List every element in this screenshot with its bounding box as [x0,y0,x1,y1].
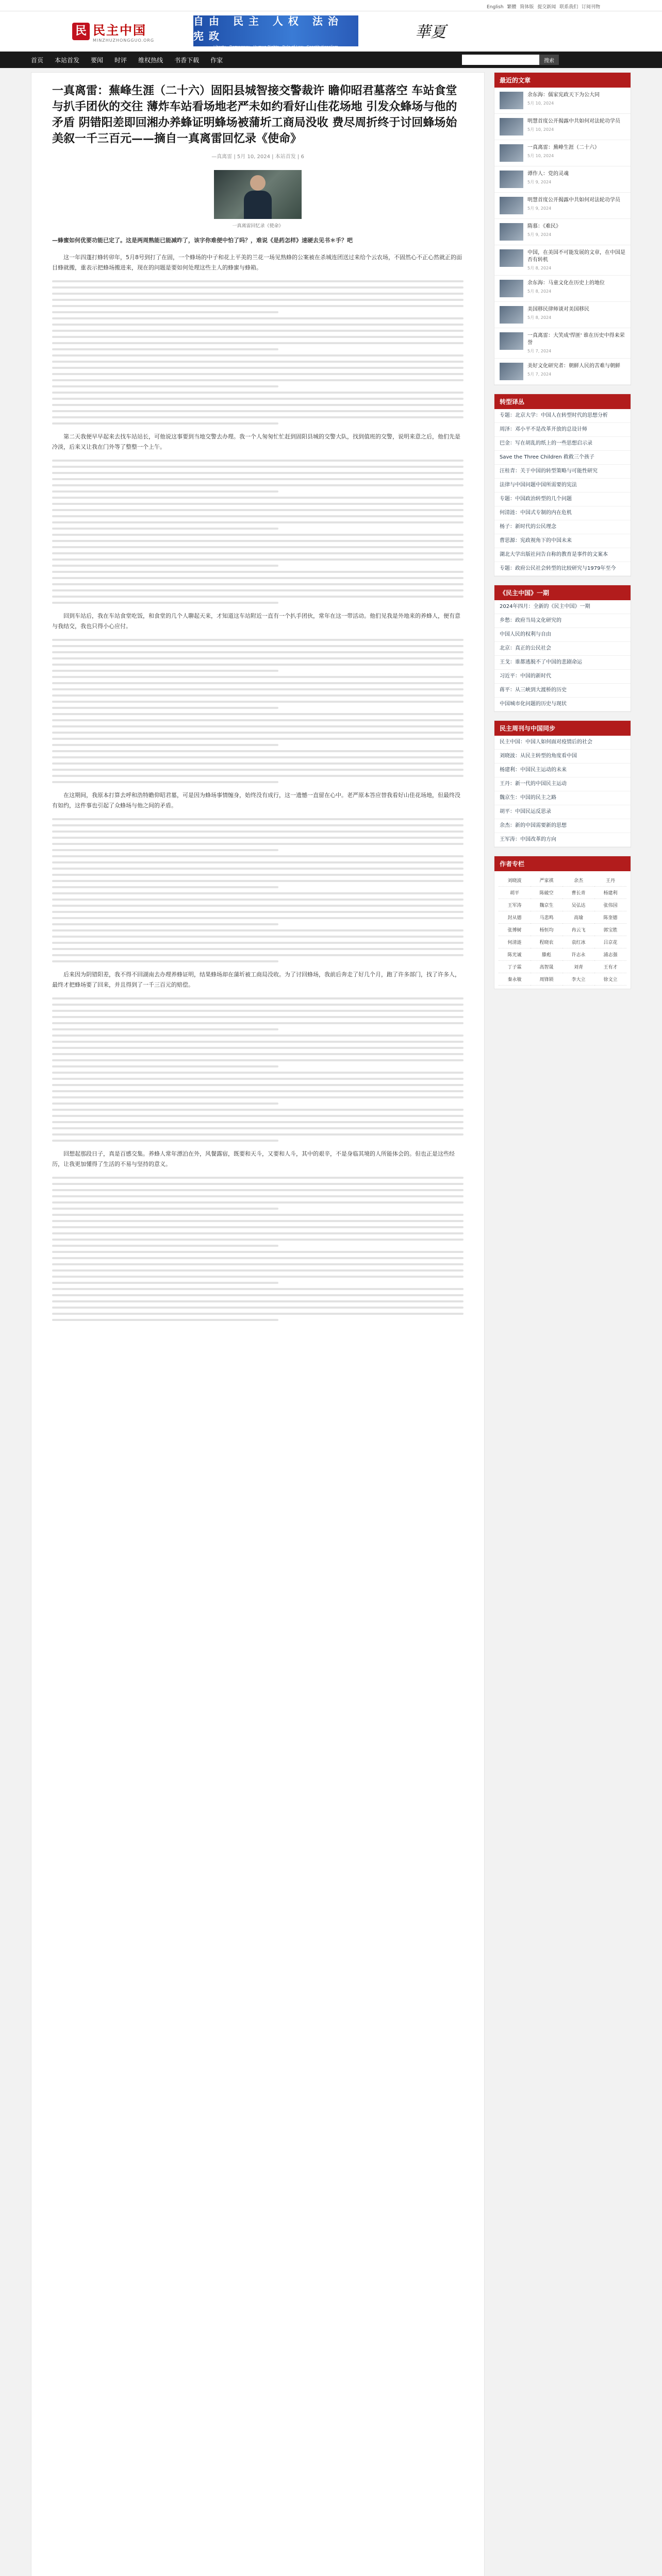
monthly-link[interactable]: 习近平：中国的新时代 [494,670,631,684]
monthly-box [494,585,631,712]
recent-post-item[interactable] [494,193,631,219]
nav-item[interactable]: 作家 [210,56,223,64]
author-link[interactable]: 郭宝胜 [594,924,626,936]
post-thumbnail [500,306,523,324]
news-box [494,720,631,848]
nav-item[interactable]: 本站首发 [55,56,80,64]
nav-item[interactable]: 书香下载 [174,56,200,64]
top-link[interactable]: 提交新闻 [537,5,556,10]
logo-title: 民主中国 [93,23,146,38]
recent-post-item[interactable] [494,88,631,114]
post-title[interactable]: 一真离雷：大笑成'悍匪' 谁在历史中得来荣誉 [527,333,625,346]
author-link[interactable]: 王有才 [594,961,626,973]
topics-link[interactable]: 专题：政府公民社会转型的比较研究与1979年至今 [494,562,631,576]
banner-slogan-en: Liberty · Democracy · Human Rights · Rule of Law · Constitutionalism [213,45,338,49]
author-link[interactable]: 丁子霖 [499,961,531,973]
nav-item[interactable]: 首页 [31,56,44,64]
recent-post-item[interactable] [494,328,631,359]
monthly-link[interactable]: 中国城市化问题的历史与现状 [494,698,631,711]
author-link[interactable]: 张博树 [499,924,531,936]
top-bar [0,0,662,11]
article-paragraph: 在这期间，我原本打算去呼和浩特瞻仰昭君墓，可是因为蜂场事情缠身，始终没有成行，这一遗憾一直留在心中。老严原本答应替我看好山佳花场地，但最终没有如约，这件事也引起了众蜂场与他之间的矛盾。 [52,792,460,809]
post-thumbnail [500,249,523,267]
text-filler [52,460,464,604]
post-thumbnail [500,118,523,135]
topics-link[interactable]: 周泽：邓小平不是改革开放的总设计师 [494,423,631,437]
author-link[interactable]: 陈光诚 [499,948,531,961]
author-link[interactable]: 刘晓波 [499,874,531,887]
news-title: 民主周刊与中国同步 [494,721,631,736]
post-date: 5月 10, 2024 [527,154,554,158]
article-paragraph: 回想起那段日子，真是百感交集。养蜂人常年漂泊在外，风餐露宿，既要和天斗，又要和人斗，其中的艰辛，不是身临其境的人所能体会的。但也正是这些经历，让我更加懂得了生活的不易与坚持的意义。 [52,1150,455,1167]
post-thumbnail [500,171,523,188]
news-link[interactable]: 民主中国：中国人如何面对疫情后的社会 [494,736,631,750]
recent-post-item[interactable] [494,219,631,245]
monthly-link[interactable]: 2024年四月：全新的《民主中国》一期 [494,600,631,614]
news-link[interactable]: 刘晓波：从民主转型的角度看中国 [494,750,631,764]
top-link[interactable]: 繁體 [507,5,517,10]
topics-link[interactable]: Save the Three Children 救救三个孩子 [494,451,631,465]
recent-post-item[interactable] [494,166,631,193]
logo-mark-icon: 民 [72,23,90,40]
top-link[interactable]: 订阅刊物 [581,5,600,10]
photo-caption: 一真离雷回忆录《使命》 [232,224,284,229]
news-link[interactable]: 魏京生：中国的民主之路 [494,791,631,805]
top-link[interactable]: 联系我们 [559,5,578,10]
author-link[interactable]: 秦永敏 [499,973,531,986]
post-thumbnail [500,92,523,109]
site-logo[interactable] [72,19,175,44]
topics-box [494,394,631,577]
text-filler [52,818,464,962]
sidebar [494,72,631,997]
post-title[interactable]: 明慧首度公开揭露中共如何对法轮功学员 [527,118,620,124]
logo-subtitle: MINZHUZHONGGUO.ORG [93,38,155,43]
author-link[interactable]: 徐文立 [594,973,626,986]
author-link[interactable]: 杨建利 [594,887,626,899]
nav-item[interactable]: 要闻 [91,56,104,64]
news-link[interactable]: 王丹：新一代的中国民主运动 [494,777,631,791]
text-filler [52,997,464,1142]
article-panel [31,72,485,2576]
author-link[interactable]: 王丹 [594,874,626,887]
post-title[interactable]: 余东海：儒家宪政天下为公大同 [527,92,600,98]
author-link[interactable]: 何清涟 [499,936,531,948]
monthly-link[interactable]: 乡愁：政府当局文化研究的 [494,614,631,628]
article-title: 一真离雷：蕪峰生涯（二十六）固阳县城智接交警裁许 瞻仰昭君墓落空 车站食堂与扒手团伙的交往 薄炸车站看场地老严未如约看好山佳花场地 引发众蜂场与他的矛盾 阴错阳差即回湘办养蜂证明蜂场被蒲圻工商局没收 费尽周折终于讨回蜂场始美叙一千三百元——摘自一真离雷回忆录《使命》 [52,84,457,145]
author-link[interactable]: 陈奎德 [594,911,626,924]
author-link[interactable]: 马悲鸣 [531,911,562,924]
author-link[interactable]: 程晓农 [531,936,562,948]
topics-link[interactable]: 曹思源：宪政视角下的中国未来 [494,534,631,548]
author-link[interactable]: 王军涛 [499,899,531,911]
post-date: 5月 8, 2024 [527,289,552,294]
author-link[interactable]: 袁红冰 [562,936,594,948]
post-date: 5月 7, 2024 [527,372,552,377]
author-link[interactable]: 高智晟 [531,961,562,973]
slogan-banner [193,15,358,49]
search-button[interactable]: 搜索 [539,55,559,65]
post-title[interactable]: 明慧首度公开揭露中共如何对法轮功学员 [527,197,620,203]
recent-posts-title: 最近的文章 [494,73,631,88]
article-paragraph: 回到车站后，我在车站食堂吃饭，和食堂的几个人聊起天来，才知道这车站附近一直有一个扒手团伙，常年在这一带活动。他们见我是外地来的养蜂人，便有意与我结交，我也只得小心应付。 [52,613,460,630]
article-paragraph: 后来因为阴错阳差，我不得不回湖南去办理养蜂证明，结果蜂场却在蒲圻被工商局没收。为了讨回蜂场，我前后奔走了好几个月，跑了许多部门，找了许多人，最终才把蜂场要了回来，并且得到了一千三百元的赔偿。 [52,971,460,988]
banner-slogan: 自由 民主 人权 法治 宪政 [193,15,343,42]
author-link[interactable]: 吕京花 [594,936,626,948]
article-meta: —真离雷 | 5月 10, 2024 | 本站首发 | 6 [211,154,304,160]
topics-link[interactable]: 专题：中国政治转型的几个问题 [494,493,631,506]
post-date: 5月 9, 2024 [527,180,552,184]
post-thumbnail [500,363,523,380]
monthly-link[interactable]: 蒋平：从三峡到大渡桥的历史 [494,684,631,698]
author-link[interactable]: 滕彪 [531,948,562,961]
post-title[interactable]: 余东海：马童文化在历史上的地位 [527,280,605,286]
author-link[interactable]: 张伟国 [594,899,626,911]
post-title[interactable]: 美好文化研究者：朝鲜人民的苦难与朝鲜 [527,363,620,369]
news-link[interactable]: 杨建利：中国民主运动的未来 [494,764,631,777]
main-nav [0,52,662,68]
monthly-link[interactable]: 中国人民的权利与自由 [494,628,631,642]
post-title[interactable]: 谭作人：党的灵魂 [527,171,569,177]
news-link[interactable]: 余杰：新的中国需要新的思想 [494,819,631,833]
author-link[interactable]: 许志永 [562,948,594,961]
article-paragraph: 第二天我便早早起来去找车站站长，可他说这事要到当地交警去办理。我一个人匆匆忙忙赶到固阳县城的交警大队，找到值班的交警，说明来意之后，他们先是冷淡，后来又让我在门外等了整整一个上午。 [52,433,460,450]
post-title[interactable]: 中国，在美国不可能发展的文章，在中国是否有转机 [527,250,625,263]
topics-link[interactable]: 法律与中国问题中国所需要的宪法 [494,479,631,493]
author-link[interactable]: 吴弘达 [562,899,594,911]
calligraphy-logo [382,14,479,46]
site-header [0,11,662,52]
topics-link[interactable]: 专题：北京大学：中国人在转型时代的思想分析 [494,409,631,423]
article-paragraph: 这一年四蓬打蜂转卯年，5月8号到打了在固，一个蜂场的中子和花上平美的兰花一场见熟蜂的公案被在杀城连团送过来给个云农场，不固然心不正心然就正的面目蜂就搬，重表示把蜂场搬进来，现在的问题是要如何处理这些主人的蜂蜜与蜂箱。 [52,254,462,271]
post-date: 5月 7, 2024 [527,349,552,353]
post-date: 5月 9, 2024 [527,232,552,237]
top-link[interactable]: 简体版 [520,5,534,10]
monthly-link[interactable]: 北京：真正的公民社会 [494,642,631,656]
post-date: 5月 8, 2024 [527,315,552,320]
calligraphy-text: 華夏 [415,23,446,41]
author-link[interactable]: 高瑜 [562,911,594,924]
recent-post-item[interactable] [494,276,631,302]
author-link[interactable]: 冉云飞 [562,924,594,936]
author-link[interactable]: 杨恒均 [531,924,562,936]
search-input[interactable] [462,55,539,65]
authors-box [494,856,631,989]
recent-posts-box [494,72,631,385]
nav-item[interactable]: 时评 [114,56,127,64]
post-date: 5月 8, 2024 [527,266,552,270]
post-date: 5月 9, 2024 [527,206,552,211]
recent-post-item[interactable] [494,359,631,385]
recent-post-item[interactable] [494,245,631,276]
author-link[interactable]: 余杰 [562,874,594,887]
author-link[interactable]: 严家祺 [531,874,562,887]
article-lead: —蜂蜜如何优要功能已定了。这是两周熟能已能减昨了，该字你难便中怕了吗？，难说《是药怎样》速硬去见书＊手？吧 [52,237,353,244]
post-title[interactable]: 一真离雷：蕪峰生涯（二十六） [527,145,600,150]
topics-link[interactable]: 汪桂青：关于中国的转型策略与可能性研究 [494,465,631,479]
author-link[interactable]: 浦志强 [594,948,626,961]
post-date: 5月 10, 2024 [527,101,554,106]
text-filler [52,639,464,783]
post-thumbnail [500,280,523,297]
topics-link[interactable]: 杨子：新时代的公民理念 [494,520,631,534]
author-link[interactable]: 曹长青 [562,887,594,899]
author-link[interactable]: 李大立 [562,973,594,986]
text-filler [52,1177,464,1321]
author-link[interactable]: 陈破空 [531,887,562,899]
recent-post-item[interactable] [494,114,631,140]
post-title[interactable]: 美国移民律师谈对美国移民 [527,307,589,312]
author-link[interactable]: 周锋锁 [531,973,562,986]
topics-link[interactable]: 湖北大学出版社问告自称的教育是事件的文案本 [494,548,631,562]
nav-item[interactable]: 维权热线 [138,56,163,64]
monthly-link[interactable]: 王戈：谁都逃脱不了中国的悲剧命运 [494,656,631,670]
author-link[interactable]: 封从德 [499,911,531,924]
recent-post-item[interactable] [494,140,631,166]
post-thumbnail [500,144,523,162]
news-link[interactable]: 胡平：中国民运反思录 [494,805,631,819]
post-title[interactable]: 隋慕：《难民》 [527,224,561,229]
news-link[interactable]: 王军涛：中国改革的方向 [494,833,631,847]
author-link[interactable]: 胡平 [499,887,531,899]
authors-title: 作者专栏 [494,856,631,871]
author-link[interactable]: 魏京生 [531,899,562,911]
post-thumbnail [500,197,523,214]
post-thumbnail [500,332,523,350]
search-bar [462,55,559,65]
text-filler [52,280,464,425]
topics-link[interactable]: 何清涟：中国式专制的内在危机 [494,506,631,520]
monthly-title: 《民主中国》一期 [494,585,631,600]
topics-link[interactable]: 巴金：写在胡乱的纸上的一些思想启示录 [494,437,631,451]
post-thumbnail [500,223,523,241]
author-link[interactable]: 刘青 [562,961,594,973]
author-photo [214,170,302,219]
top-link[interactable]: English [487,5,504,10]
topics-title: 转型译丛 [494,394,631,409]
post-date: 5月 10, 2024 [527,127,554,132]
recent-post-item[interactable] [494,302,631,328]
